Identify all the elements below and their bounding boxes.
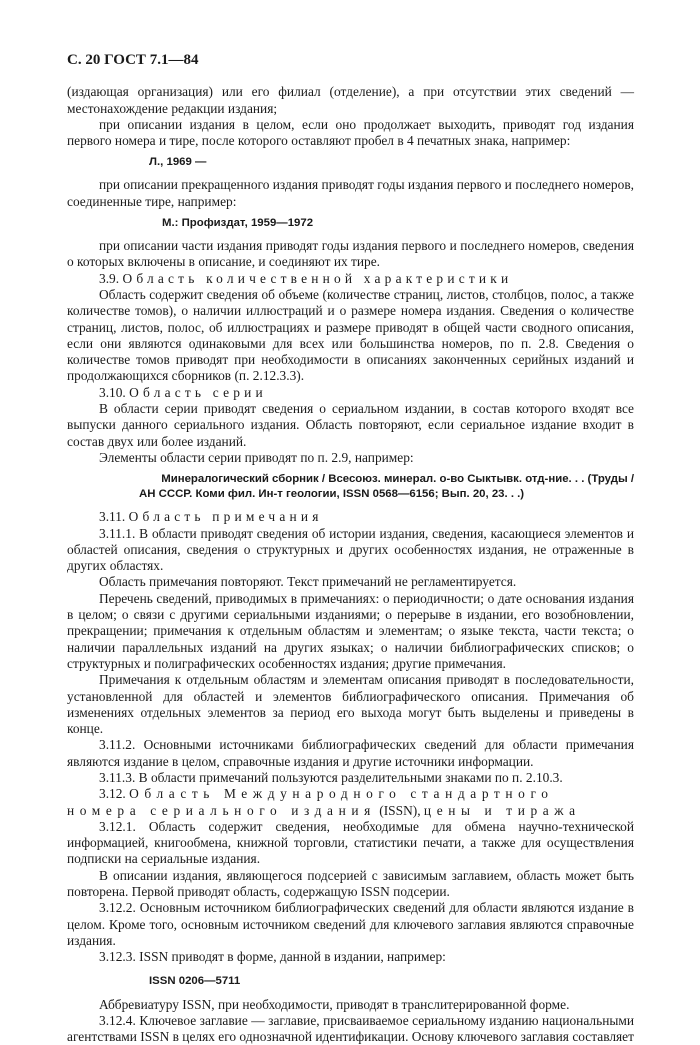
section-number: 3.10. xyxy=(99,384,126,400)
paragraph: Область содержит сведения об объеме (количестве страниц, листов, столбцов, полос, а также количестве томов), о наличии иллюстраций и о размере номера издания. Сведения о количестве страниц, листов, полос, об иллюстрациях и размере приводят в общей части сводного описания, если они являются одинаковыми для всех или большинства номеров, по п. 2.8. Сведения о количестве томов приводят при необходимости в описаниях законченных серийных изданий и продолжающихся сборников (п. 2.12.3.3). xyxy=(67,286,634,384)
paragraph: Примечания к отдельным областям и элементам описания приводят в последовательности, установленной для областей и элементов библиографического описания. Примечания об изменениях отдельных элементов за период его выхода могут быть выделены и приведены в конце. xyxy=(67,672,634,737)
section-heading-3-9 xyxy=(67,271,634,287)
paragraph: 3.12.2. Основным источником библиографических сведений для области являются издание в целом. Кроме того, основным источником сведений для ключевого заглавия являются справочные издания. xyxy=(67,900,634,948)
example: Л., 1969 — xyxy=(149,156,207,169)
paragraph: В описании издания, являющегося подсерией с зависимым заглавием, область может быть повторена. Первой приводят область, содержащую ISSN подсерии. xyxy=(67,867,634,900)
example: М.: Профиздат, 1959—1972 xyxy=(162,217,314,230)
paragraph: 3.11.2. Основными источниками библиографических сведений для области примечания являются издание в целом, справочные издания и другие источники информации. xyxy=(67,737,634,769)
paragraph: при описании части издания приводят годы издания первого и последнего номеров, сведения о которых включены в описание, и соединяют их тире. xyxy=(67,238,634,270)
section-number: 3.9. xyxy=(99,270,120,286)
example xyxy=(67,472,634,502)
paragraph: Элементы области серии приводят по п. 2.9, например: xyxy=(99,449,414,465)
paragraph: 3.12.4. Ключевое заглавие — заглавие, присваиваемое сериальному изданию национальными агентствами ISSN в целях его однозначной идентификации. Основу ключевого заглавия составляет xyxy=(67,1012,634,1045)
paragraph: Перечень сведений, приводимых в примечаниях: о периодичности; о дате основания издания в целом; о связи с другими сериальными изданиями; о перерыве в издании, его возобновлении, прекращении; примечания к отдельным областям и элементам; о языке текста, части текста; о наличии параллельных изданий на других языках; о наличии библиографических списков; о структурных и полиграфических особенностях издания; другие примечания. xyxy=(67,590,634,671)
section-number: 3.11. xyxy=(99,509,126,525)
section-title: Область серии xyxy=(129,384,267,400)
example: ISSN 0206—5711 xyxy=(149,974,241,987)
section-number: 3.12. xyxy=(99,786,126,802)
section-title: Область Международного стандартного номера сериального издания xyxy=(67,786,554,818)
example-line: АН СССР. Коми фил. Ин-т геологии, ISSN 0568—6156; Вып. 20, 23. . .) xyxy=(139,488,525,501)
section-title-abbr: (ISSN), xyxy=(379,802,421,818)
section-heading-3-10 xyxy=(67,385,634,401)
document-page xyxy=(67,52,634,1045)
section-heading-3-12 xyxy=(67,786,634,819)
paragraph: при описании издания в целом, если оно продолжает выходить, приводят год издания первого номера и тире, после которого оставляют пробел в 4 печатных знака, например: xyxy=(67,116,634,149)
section-title: Область количественной характеристики xyxy=(122,270,513,286)
section-heading-3-11 xyxy=(67,509,634,525)
paragraph: Аббревиатуру ISSN, при необходимости, приводят в транслитерированной форме. xyxy=(99,996,570,1012)
example-line: Минералогический сборник / Всесоюз. минерал. о-во Сыктывк. отд-ние. . . (Труды / xyxy=(161,473,634,486)
paragraph: 3.12.3. ISSN приводят в форме, данной в издании, например: xyxy=(99,949,446,965)
paragraph: 3.11.3. В области примечаний пользуются разделительными знаками по п. 2.10.3. xyxy=(99,769,563,785)
paragraph: 3.11.1. В области приводят сведения об истории издания, сведения, касающиеся элементов и областей описания, сведения о структурных и других особенностях издания, не отраженные в других областях. xyxy=(67,525,634,574)
section-title: цены и тиража xyxy=(423,802,581,818)
section-title: Область примечания xyxy=(128,509,323,525)
paragraph: В области серии приводят сведения о сериальном издании, в состав которого входят все выпуски данного сериального издания. Область повторяют, если сериальное издание входит в состав двух или более изданий. xyxy=(67,401,634,449)
paragraph: Область примечания повторяют. Текст примечаний не регламентируется. xyxy=(99,574,517,590)
page-header: С. 20 ГОСТ 7.1—84 xyxy=(67,52,199,68)
paragraph: (издающая организация) или его филиал (отделение), а при отсутствии этих сведений — местонахождение редакции издания; xyxy=(67,84,634,116)
paragraph: 3.12.1. Область содержит сведения, необходимые для обмена научно-технической информацией, книгообмена, книжной торговли, статистики печати, а также для осуществления подписки на сериальные издания. xyxy=(67,818,634,867)
paragraph: при описании прекращенного издания приводят годы издания первого и последнего номеров, соединенные тире, например: xyxy=(67,177,634,209)
